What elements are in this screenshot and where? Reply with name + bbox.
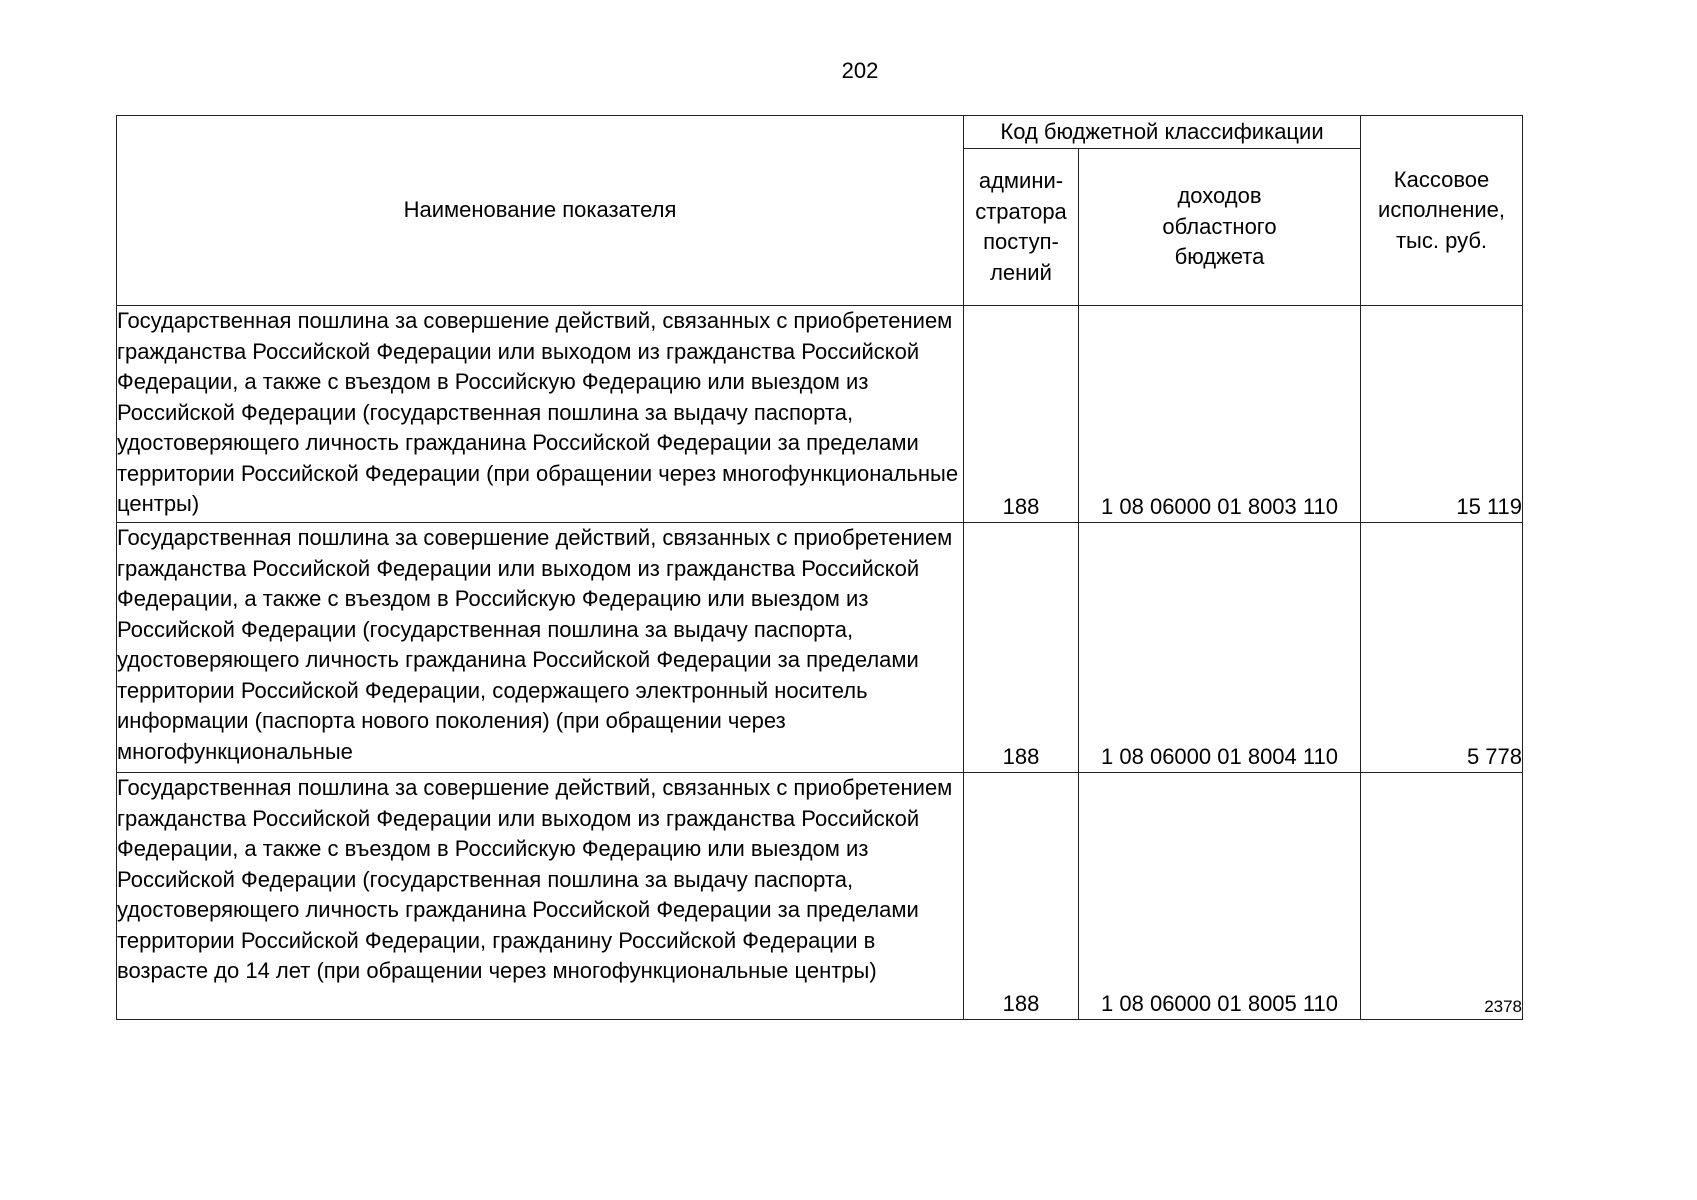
row-admin-code: 188 (964, 773, 1079, 1020)
page-number: 202 (841, 58, 879, 83)
row-indicator-name: Государственная пошлина за совершение действий, связанных с приобретением гражданства Российской Федерации или выходом из гражданства Российской Федерации, а также с въездом в Российскую Федерацию или выездом из Российской Федерации (государственная пошлина за выдачу паспорта, удостоверяющего личность гражданина Российской Федерации за пределами территории Российской Федерации (при обращении через многофункциональные центры) (117, 306, 964, 523)
row-indicator-name: Государственная пошлина за совершение действий, связанных с приобретением гражданства Российской Федерации или выходом из гражданства Российской Федерации, а также с въездом в Российскую Федерацию или выездом из Российской Федерации (государственная пошлина за выдачу паспорта, удостоверяющего личность гражданина Российской Федерации за пределами территории Российской Федерации, гражданину Российской Федерации в возрасте до 14 лет (при обращении через многофункциональные центры) (117, 773, 964, 1020)
table-body (117, 306, 1523, 1020)
table-row (117, 523, 1523, 773)
budget-revenue-table (116, 115, 1523, 1020)
header-budget-classification-code (964, 116, 1361, 149)
header-indicator-name (117, 116, 964, 306)
header-cash-execution (1361, 116, 1523, 306)
table-header (117, 116, 1523, 306)
header-indicator-name-label: Наименование показателя (403, 197, 677, 223)
row-revenue-code: 1 08 06000 01 8005 110 (1079, 773, 1361, 1020)
row-indicator-name-cell (117, 523, 964, 773)
row-revenue-code: 1 08 06000 01 8003 110 (1079, 306, 1361, 523)
header-regional-budget-revenue (1079, 149, 1361, 306)
header-revenue-administrator-label: админи- стратора поступ- лений (975, 168, 1067, 285)
row-revenue-code: 1 08 06000 01 8004 110 (1079, 523, 1361, 773)
header-budget-classification-code-label: Код бюджетной классификации (1000, 119, 1324, 144)
row-admin-code: 188 (964, 306, 1079, 523)
row-cash-execution: 2378 (1361, 773, 1523, 1020)
row-cash-execution: 5 778 (1361, 523, 1523, 773)
table-row (117, 306, 1523, 523)
row-admin-code: 188 (964, 523, 1079, 773)
table-row (117, 773, 1523, 1020)
header-revenue-administrator (964, 149, 1079, 306)
header-regional-budget-revenue-label: доходов областного бюджета (1162, 183, 1277, 270)
row-cash-execution: 15 119 (1361, 306, 1523, 523)
row-indicator-name: Государственная пошлина за совершение действий, связанных с приобретением гражданства Российской Федерации или выходом из гражданства Российской Федерации, а также с въездом в Российскую Федерацию или выездом из Российской Федерации (государственная пошлина за выдачу паспорта, удостоверяющего личность гражданина Российской Федерации за пределами территории Российской Федерации, содержащего электронный носитель информации (паспорта нового поколения) (при обращении через многофункциональные (117, 525, 953, 764)
header-cash-execution-label: Кассовое исполнение, тыс. руб. (1378, 166, 1505, 253)
